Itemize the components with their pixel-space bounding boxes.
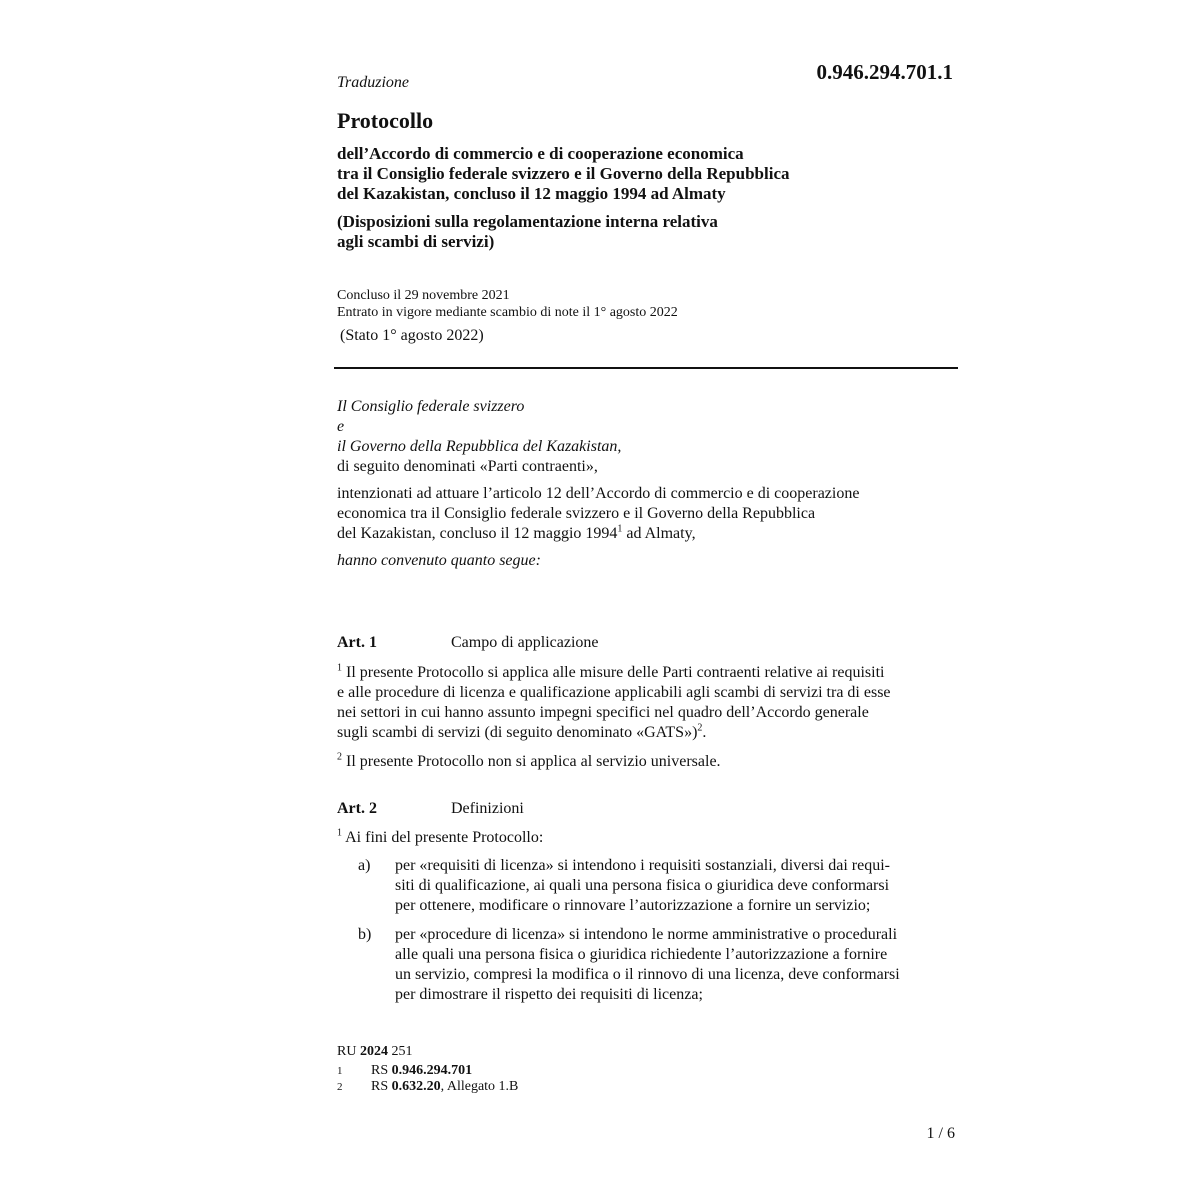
footnote-suffix: , Allegato 1.B bbox=[440, 1079, 519, 1094]
item-letter: a) bbox=[358, 857, 371, 874]
subtitle-line: dell’Accordo di commercio e di cooperazione economica bbox=[337, 144, 744, 163]
item-line: per «requisiti di licenza» si intendono i requisiti sostanziali, diversi dai requi- bbox=[395, 857, 890, 874]
subtitle-line: agli scambi di servizi) bbox=[337, 232, 495, 251]
intent-line bbox=[337, 524, 957, 544]
header-divider bbox=[334, 367, 958, 369]
party-one: Il Consiglio federale svizzero bbox=[337, 398, 525, 415]
paragraph-line: e alle procedure di licenza e qualificazione applicabili agli scambi di servizi tra di esse bbox=[337, 684, 891, 701]
conjunction: e bbox=[337, 418, 345, 435]
item-line: per «procedure di licenza» si intendono le norme amministrative o procedurali bbox=[395, 926, 898, 943]
footnote bbox=[337, 1079, 518, 1095]
agreed-statement: hanno convenuto quanto segue: bbox=[337, 552, 541, 569]
ru-year: 2024 bbox=[359, 1044, 388, 1059]
intent-text: del Kazakistan, concluso il 12 maggio 1994 bbox=[337, 525, 618, 542]
paragraph-line: Il presente Protocollo si applica alle misure delle Parti contraenti relative ai requisiti bbox=[346, 664, 885, 681]
item-line: alle quali una persona fisica o giuridica richiedente l’autorizzazione a fornire bbox=[395, 946, 888, 963]
paragraph-line: nei settori in cui hanno assunto impegni specifici nel quadro dell’Accordo generale bbox=[337, 704, 869, 721]
sr-number: 0.946.294.701.1 bbox=[816, 60, 953, 84]
footnote bbox=[337, 1063, 518, 1079]
item-line: siti di qualificazione, ai quali una persona fisica o giuridica deve conformarsi bbox=[395, 877, 890, 894]
article-1-paragraph-1: $^1$ Il presente Protocollo si applica alle misure delle Parti contraenti relative ai requisiti e alle procedure di licenza e qualificazione applicabili agli scambi di servizi tra di esse nei settori in cui hanno assunto impegni specifici nel quadro dell’Accordo generale sugli scambi di servizi (di seguito denominato «GATS»)$^2$. bbox=[337, 663, 954, 743]
paragraph-text: Ai fini del presente Protocollo: bbox=[345, 829, 544, 846]
ru-prefix: RU bbox=[337, 1044, 357, 1059]
ru-reference bbox=[337, 1044, 412, 1060]
concluded-date: Concluso il 29 novembre 2021 bbox=[337, 288, 510, 303]
parties-designation: di seguito denominati «Parti contraenti», bbox=[337, 458, 598, 475]
footnote-prefix: RS bbox=[371, 1079, 389, 1094]
article-2-paragraph-1 bbox=[337, 828, 954, 848]
paragraph-number: 2 bbox=[337, 751, 342, 763]
document-dates bbox=[337, 287, 678, 321]
article-2-heading bbox=[337, 800, 524, 818]
footnote-number: 2 bbox=[337, 1081, 343, 1093]
definition-item-b bbox=[337, 925, 954, 1005]
footnote-number: 1 bbox=[337, 1065, 343, 1077]
intent-line: economica tra il Consiglio federale svizzero e il Governo della Repubblica bbox=[337, 505, 816, 522]
page-number: 1 / 6 bbox=[926, 1125, 955, 1142]
item-line: un servizio, compresi la modifica o il rinnovo di una licenza, deve conformarsi bbox=[395, 966, 900, 983]
paragraph-number: 1 bbox=[337, 662, 342, 674]
paragraph-number: 1 bbox=[337, 827, 342, 839]
item-letter: b) bbox=[358, 926, 372, 943]
article-1-paragraph-2 bbox=[337, 752, 954, 772]
status-date: (Stato 1° agosto 2022) bbox=[340, 327, 484, 344]
preamble bbox=[337, 397, 957, 571]
intent-text: ad Almaty, bbox=[622, 525, 696, 542]
article-1-heading bbox=[337, 634, 599, 652]
translation-label: Traduzione bbox=[337, 74, 410, 91]
item-line: per ottenere, modificare o rinnovare l’autorizzazione a fornire un servizio; bbox=[395, 897, 871, 914]
document-subtitle bbox=[337, 144, 790, 204]
article-number: Art. 2 bbox=[337, 800, 377, 817]
document-title: Protocollo bbox=[337, 108, 434, 133]
footnote-prefix: RS bbox=[371, 1063, 389, 1078]
footnote-ref-link[interactable]: 0.632.20 bbox=[391, 1079, 441, 1094]
paragraph-text: Il presente Protocollo non si applica al servizio universale. bbox=[346, 753, 721, 770]
document-subtitle-provisions bbox=[337, 212, 718, 252]
subtitle-line: del Kazakistan, concluso il 12 maggio 1994 ad Almaty bbox=[337, 184, 726, 203]
item-line: per dimostrare il rispetto dei requisiti di licenza; bbox=[395, 986, 703, 1003]
footnotes bbox=[337, 1063, 518, 1095]
subtitle-line: tra il Consiglio federale svizzero e il Governo della Repubblica bbox=[337, 164, 790, 183]
in-force-date: Entrato in vigore mediante scambio di note il 1° agosto 2022 bbox=[337, 305, 678, 320]
definition-item-a bbox=[337, 856, 954, 916]
footnote-ref[interactable]: 2 bbox=[697, 722, 703, 734]
ru-page: 251 bbox=[391, 1044, 413, 1059]
footnote-ref-link[interactable]: 0.946.294.701 bbox=[391, 1063, 473, 1078]
paragraph-line: sugli scambi di servizi (di seguito denominato «GATS») bbox=[337, 724, 698, 741]
intent-line: intenzionati ad attuare l’articolo 12 dell’Accordo di commercio e di cooperazione bbox=[337, 485, 860, 502]
article-number: Art. 1 bbox=[337, 634, 377, 651]
article-title: Definizioni bbox=[451, 800, 524, 817]
subtitle-line: (Disposizioni sulla regolamentazione interna relativa bbox=[337, 212, 718, 231]
article-title: Campo di applicazione bbox=[451, 634, 599, 651]
party-two: il Governo della Repubblica del Kazakistan, bbox=[337, 438, 622, 455]
footnote-ref[interactable]: 1 bbox=[617, 523, 623, 535]
